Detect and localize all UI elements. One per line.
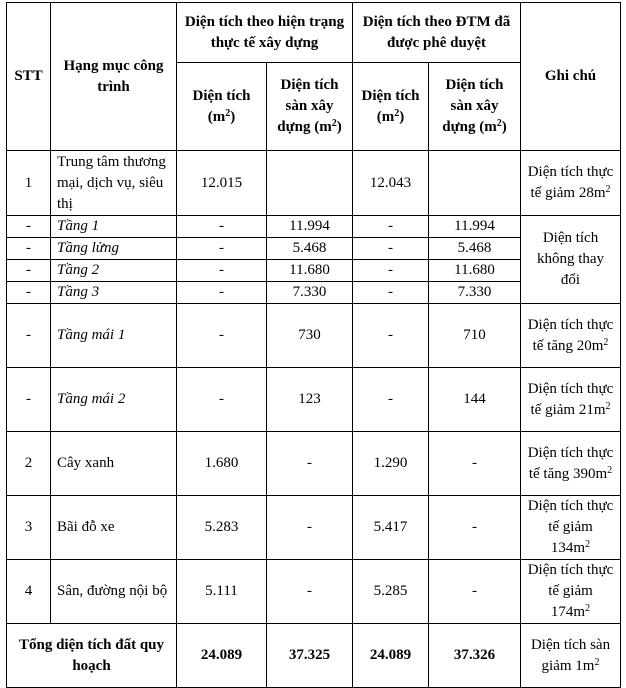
cell-actual-floor: 11.994 — [267, 216, 353, 238]
cell-name: Cây xanh — [51, 432, 177, 496]
cell-dtm-land: - — [353, 216, 429, 238]
cell-name: Bãi đỗ xe — [51, 496, 177, 560]
cell-actual-floor — [267, 151, 353, 216]
cell-name: Tầng 3 — [51, 282, 177, 304]
cell-note: Diện tích thực tế giảm $174m^2$ — [521, 560, 621, 624]
total-actual-floor: 37.325 — [267, 624, 353, 688]
total-row — [7, 624, 621, 688]
cell-dtm-land: - — [353, 260, 429, 282]
cell-actual-floor: - — [267, 432, 353, 496]
total-label: Tổng diện tích đất quy hoạch — [7, 624, 177, 688]
cell-actual-land: - — [177, 368, 267, 432]
header-group-actual: Diện tích theo hiện trạng thực tế xây dựng — [177, 3, 353, 63]
cell-actual-land: 12.015 — [177, 151, 267, 216]
cell-name: Tầng mái 2 — [51, 368, 177, 432]
cell-actual-land: 5.283 — [177, 496, 267, 560]
cell-stt: - — [7, 304, 51, 368]
cell-actual-floor: - — [267, 496, 353, 560]
header-note: Ghi chú — [521, 3, 621, 151]
table-row — [7, 151, 621, 216]
cell-name: Tầng mái 1 — [51, 304, 177, 368]
cell-note: Diện tích thực tế tăng $20m^2$ — [521, 304, 621, 368]
header-actual-floor: Diện tích sàn xây dựng $(m^2)$ — [267, 63, 353, 151]
cell-dtm-floor: - — [429, 560, 521, 624]
cell-name: Tầng lửng — [51, 238, 177, 260]
cell-name: Sân, đường nội bộ — [51, 560, 177, 624]
cell-stt: 2 — [7, 432, 51, 496]
cell-actual-land: 1.680 — [177, 432, 267, 496]
cell-dtm-land: 1.290 — [353, 432, 429, 496]
table-row — [7, 368, 621, 432]
header-group-dtm: Diện tích theo ĐTM đã được phê duyệt — [353, 3, 521, 63]
table-row — [7, 216, 621, 238]
cell-actual-land: - — [177, 304, 267, 368]
cell-stt: - — [7, 282, 51, 304]
cell-stt: - — [7, 238, 51, 260]
cell-dtm-floor: 11.680 — [429, 260, 521, 282]
cell-actual-floor: 730 — [267, 304, 353, 368]
table-row — [7, 560, 621, 624]
cell-dtm-land: - — [353, 368, 429, 432]
total-dtm-land: 24.089 — [353, 624, 429, 688]
cell-name: Trung tâm thương mại, dịch vụ, siêu thị — [51, 151, 177, 216]
area-comparison-table — [6, 2, 621, 688]
cell-actual-land: 5.111 — [177, 560, 267, 624]
cell-name: Tầng 1 — [51, 216, 177, 238]
total-note: Diện tích sàn giảm $1m^2$ — [521, 624, 621, 688]
table-row — [7, 304, 621, 368]
table-row — [7, 496, 621, 560]
cell-actual-floor: 7.330 — [267, 282, 353, 304]
cell-note: Diện tích thực tế giảm $21m^2$ — [521, 368, 621, 432]
header-category: Hạng mục công trình — [51, 3, 177, 151]
cell-name: Tầng 2 — [51, 260, 177, 282]
cell-actual-land: - — [177, 216, 267, 238]
header-actual-land: Diện tích $(m^2)$ — [177, 63, 267, 151]
total-actual-land: 24.089 — [177, 624, 267, 688]
header-stt: STT — [7, 3, 51, 151]
total-dtm-floor: 37.326 — [429, 624, 521, 688]
cell-dtm-floor: 710 — [429, 304, 521, 368]
cell-stt: - — [7, 260, 51, 282]
cell-dtm-floor — [429, 151, 521, 216]
cell-stt: 1 — [7, 151, 51, 216]
cell-actual-land: - — [177, 260, 267, 282]
cell-actual-land: - — [177, 238, 267, 260]
cell-dtm-floor: 5.468 — [429, 238, 521, 260]
cell-note: Diện tích thực tế giảm $134m^2$ — [521, 496, 621, 560]
cell-stt: - — [7, 368, 51, 432]
table-row — [7, 432, 621, 496]
cell-dtm-land: 12.043 — [353, 151, 429, 216]
cell-stt: 4 — [7, 560, 51, 624]
cell-actual-floor: - — [267, 560, 353, 624]
cell-dtm-land: - — [353, 238, 429, 260]
header-dtm-floor: Diện tích sàn xây dựng $(m^2)$ — [429, 63, 521, 151]
cell-stt: 3 — [7, 496, 51, 560]
cell-dtm-land: 5.417 — [353, 496, 429, 560]
cell-dtm-floor: 7.330 — [429, 282, 521, 304]
cell-dtm-land: - — [353, 304, 429, 368]
cell-actual-floor: 5.468 — [267, 238, 353, 260]
cell-dtm-floor: - — [429, 496, 521, 560]
cell-dtm-land: - — [353, 282, 429, 304]
cell-dtm-floor: 11.994 — [429, 216, 521, 238]
cell-note: Diện tích thực tế giảm $28m^2$ — [521, 151, 621, 216]
cell-note: Diện tích không thay đổi — [521, 216, 621, 304]
cell-dtm-floor: 144 — [429, 368, 521, 432]
header-dtm-land: Diện tích $(m^2)$ — [353, 63, 429, 151]
cell-dtm-land: 5.285 — [353, 560, 429, 624]
cell-actual-floor: 123 — [267, 368, 353, 432]
cell-dtm-floor: - — [429, 432, 521, 496]
cell-actual-land: - — [177, 282, 267, 304]
cell-actual-floor: 11.680 — [267, 260, 353, 282]
cell-note: Diện tích thực tế tăng $390m^2$ — [521, 432, 621, 496]
cell-stt: - — [7, 216, 51, 238]
